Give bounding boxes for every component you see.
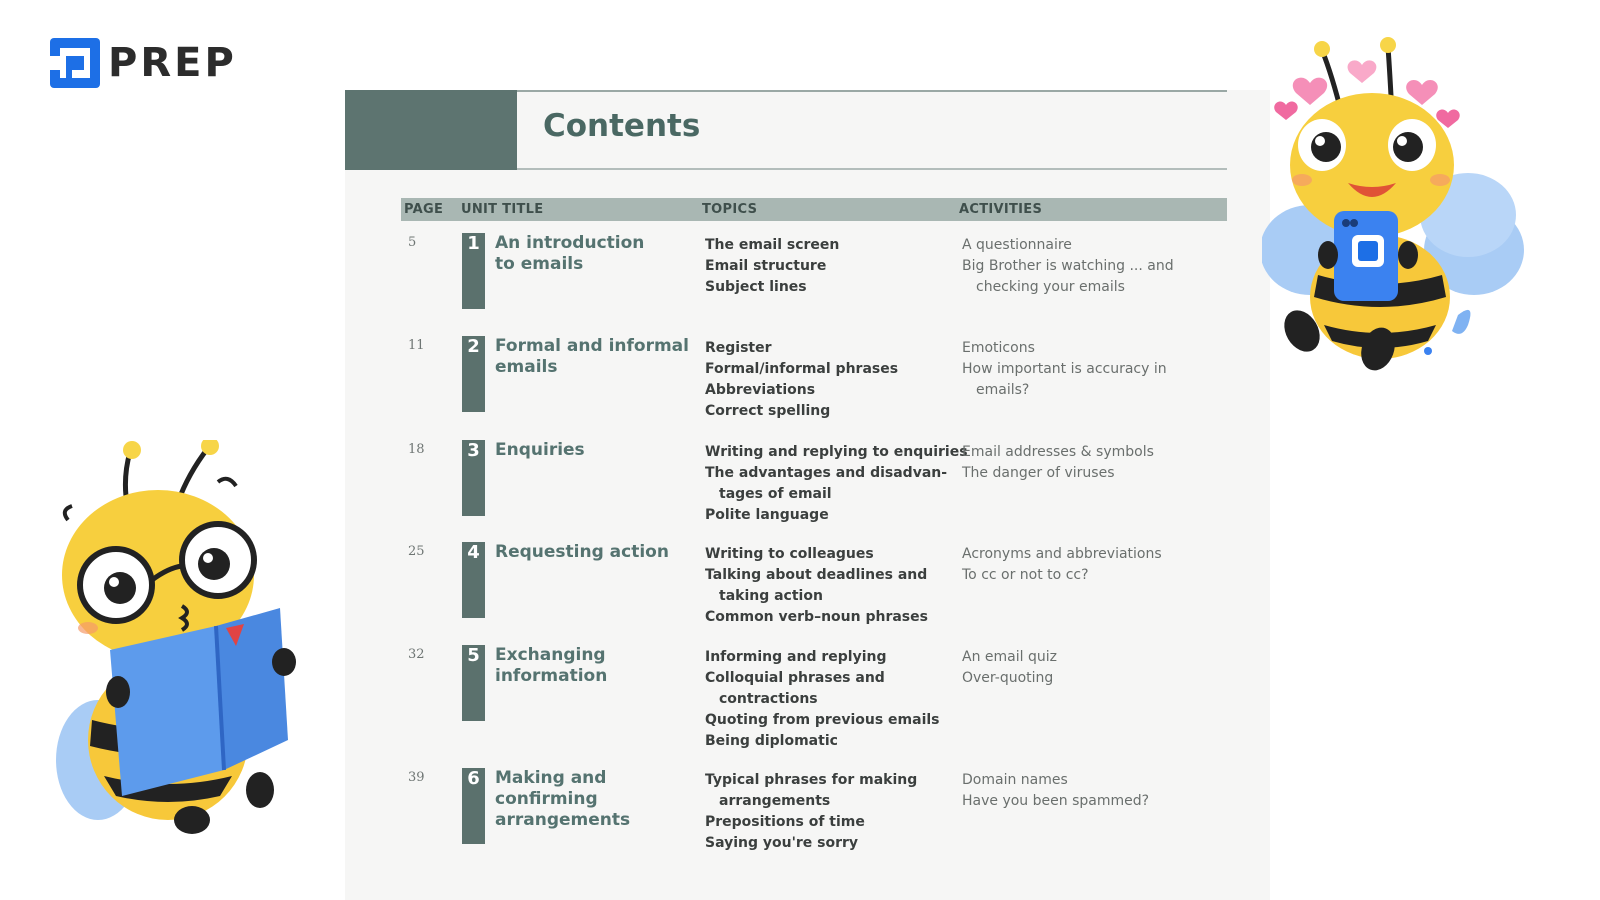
topic-item: Being diplomatic (705, 733, 838, 749)
unit-title (495, 768, 685, 831)
unit-title (495, 336, 689, 378)
topic-item: taking action (719, 588, 823, 604)
divider (517, 90, 1227, 92)
topic-item: contractions (719, 691, 818, 707)
column-header-topics: TOPICS (702, 202, 758, 217)
activity-item: checking your emails (976, 279, 1125, 295)
unit-title-line: information (495, 666, 608, 686)
topic-item: Informing and replying (705, 649, 887, 665)
unit-title-line: Enquiries (495, 440, 585, 460)
bee-with-phone-illustration (1262, 35, 1524, 375)
unit-page-number: 18 (408, 442, 425, 457)
topics-list (705, 442, 968, 526)
topic-item: Register (705, 340, 772, 356)
unit-page-number: 11 (408, 338, 425, 353)
column-header-page: PAGE (404, 202, 444, 217)
unit-number: 2 (467, 336, 480, 357)
activities-list (962, 442, 1202, 484)
activities-list (962, 338, 1202, 401)
divider (517, 168, 1227, 170)
topics-list (705, 338, 945, 422)
topic-item: The advantages and disadvan- (705, 465, 948, 481)
activity-item: Have you been spammed? (962, 793, 1150, 809)
activities-list (962, 235, 1202, 298)
unit-number: 4 (467, 542, 480, 563)
unit-title (495, 542, 685, 563)
topic-item: Polite language (705, 507, 829, 523)
topics-list (705, 770, 945, 854)
activity-item: To cc or not to cc? (962, 567, 1089, 583)
unit-title-line: arrangements (495, 810, 631, 830)
unit-title (495, 440, 685, 461)
topic-item: Abbreviations (705, 382, 816, 398)
activity-item: Email addresses & symbols (962, 444, 1154, 460)
prep-logo-icon (50, 38, 100, 88)
unit-number: 3 (467, 440, 480, 461)
topic-item: Colloquial phrases and (705, 670, 885, 686)
activity-item: Big Brother is watching ... and (962, 258, 1174, 274)
activity-item: Acronyms and abbreviations (962, 546, 1162, 562)
topic-item: Email structure (705, 258, 827, 274)
activities-list (962, 544, 1202, 586)
unit-number: 5 (467, 645, 480, 666)
topic-item: Writing to colleagues (705, 546, 874, 562)
unit-number: 6 (467, 768, 480, 789)
unit-title-line: to emails (495, 254, 584, 274)
header-block (345, 90, 517, 170)
topic-item: Typical phrases for making (705, 772, 918, 788)
topic-item: tages of email (719, 486, 832, 502)
topic-item: Formal/informal phrases (705, 361, 899, 377)
activity-item: Over-quoting (962, 670, 1054, 686)
activities-list (962, 770, 1202, 812)
prep-logo[interactable] (50, 38, 237, 88)
topic-item: Prepositions of time (705, 814, 865, 830)
topic-item: Saying you're sorry (705, 835, 859, 851)
unit-title-line: Requesting action (495, 542, 669, 562)
unit-title-line: Formal and informal (495, 336, 689, 356)
activity-item: An email quiz (962, 649, 1057, 665)
unit-title-line: emails (495, 357, 558, 377)
activity-item: A questionnaire (962, 237, 1072, 253)
topic-item: Quoting from previous emails (705, 712, 940, 728)
activity-item: emails? (976, 382, 1030, 398)
unit-title (495, 645, 685, 687)
unit-number: 1 (467, 233, 480, 254)
activity-item: Domain names (962, 772, 1068, 788)
unit-page-number: 32 (408, 647, 425, 662)
unit-title (495, 233, 685, 275)
unit-page-number: 25 (408, 544, 425, 559)
activities-list (962, 647, 1202, 689)
activity-item: The danger of viruses (962, 465, 1115, 481)
unit-title-line: Exchanging (495, 645, 606, 665)
topics-list (705, 647, 945, 752)
topics-list (705, 544, 945, 628)
topic-item: Subject lines (705, 279, 807, 295)
brand-name: PREP (108, 40, 237, 86)
column-header-bar (401, 198, 1227, 221)
column-header-activities: ACTIVITIES (959, 202, 1043, 217)
contents-page (345, 90, 1270, 900)
topic-item: Writing and replying to enquiries (705, 444, 968, 460)
topic-item: The email screen (705, 237, 840, 253)
unit-title-line: confirming (495, 789, 598, 809)
bee-reading-book-illustration (48, 440, 298, 840)
unit-title-line: An introduction (495, 233, 645, 253)
topic-item: arrangements (719, 793, 831, 809)
column-header-unit-title: UNIT TITLE (461, 202, 544, 217)
unit-page-number: 39 (408, 770, 425, 785)
topic-item: Common verb–noun phrases (705, 609, 928, 625)
topic-item: Correct spelling (705, 403, 831, 419)
activity-item: How important is accuracy in (962, 361, 1167, 377)
topics-list (705, 235, 945, 298)
activity-item: Emoticons (962, 340, 1035, 356)
topic-item: Talking about deadlines and (705, 567, 928, 583)
unit-page-number: 5 (408, 235, 417, 250)
page-title: Contents (543, 108, 701, 144)
unit-title-line: Making and (495, 768, 607, 788)
